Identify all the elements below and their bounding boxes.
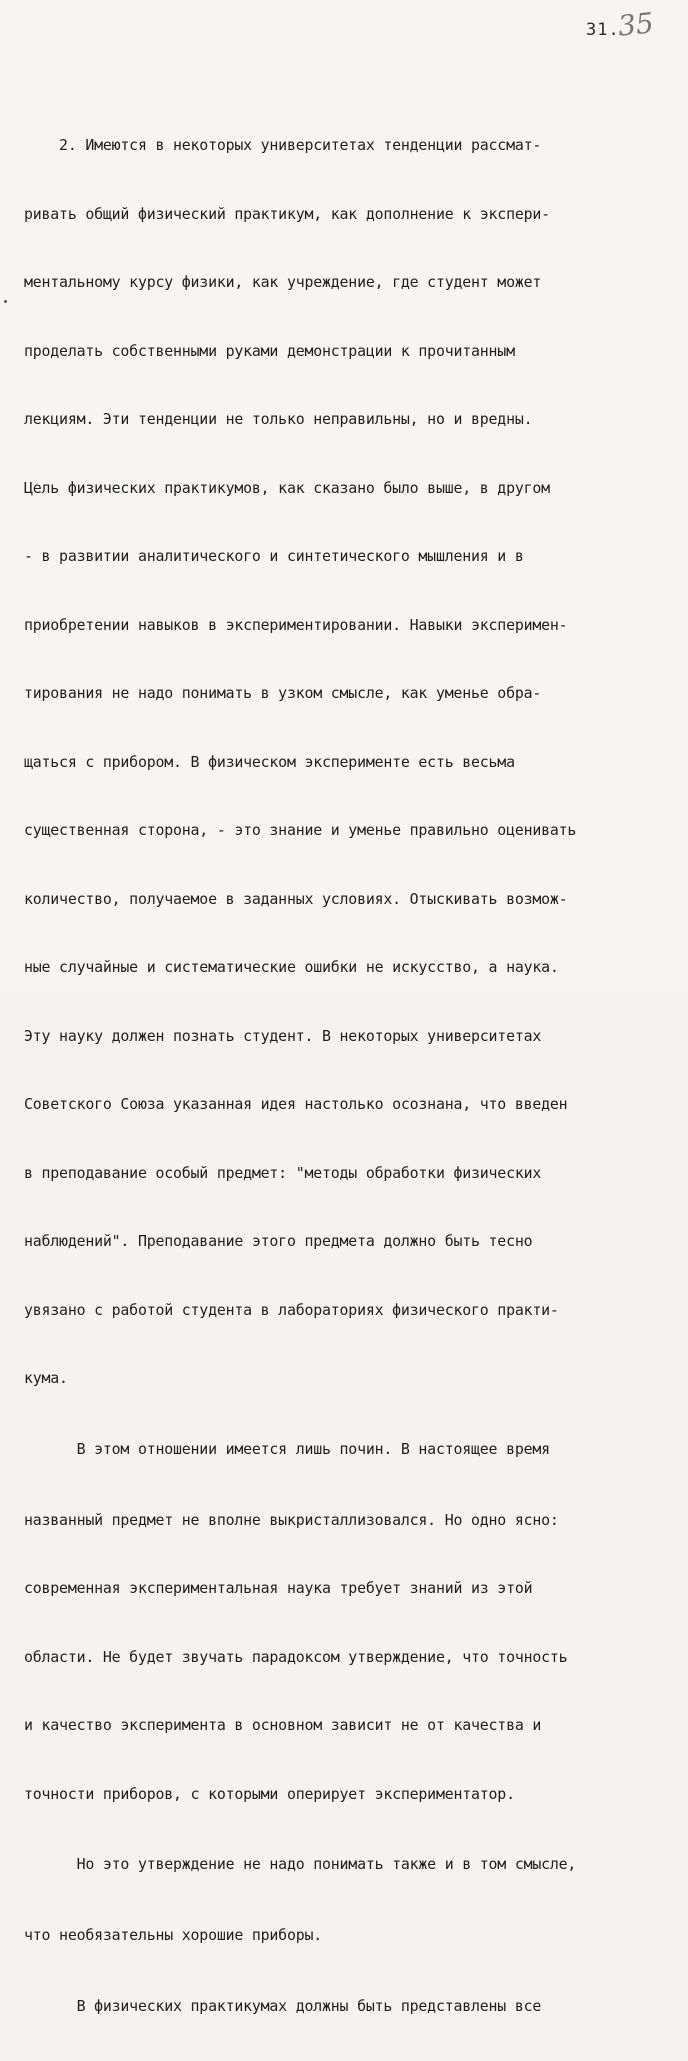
text-line: лекциям. Эти тенденции не только неправильны, но и вредны.: [24, 410, 533, 428]
document-body: [24, 93, 688, 2061]
text-line: тирования не надо понимать в узком смысле, как уменье обра-: [24, 684, 542, 702]
text-line: в преподавание особый предмет: "методы обработки физических: [24, 1163, 542, 1182]
text-line: В этом отношении имеется лишь почин. В настоящее время: [24, 1439, 550, 1458]
text-line: области. Не будет звучать парадоксом утверждение, что точность: [24, 1647, 568, 1666]
scan-artifact: [4, 300, 7, 303]
text-line: проделать собственными руками демонстрации к прочитанным: [24, 341, 515, 360]
text-line: ментальному курсу физики, как учреждение, где студент может: [24, 273, 542, 291]
text-line: Эту науку должен познать студент. В некоторых университетах: [24, 1026, 542, 1045]
text-line: 2. Имеются в некоторых университетах тенденции рассмат-: [24, 136, 542, 154]
handwritten-page-number: 35: [616, 6, 656, 43]
text-line: Но это утверждение не надо понимать также и в том смысле,: [24, 1855, 577, 1873]
text-line: В физических практикумах должны быть представлены все: [24, 1996, 542, 2015]
text-line: количество, получаемое в заданных условиях. Отыскивать возмож-: [24, 889, 568, 908]
text-line: наблюдений". Преподавание этого предмета должно быть тесно: [24, 1232, 533, 1250]
text-line: точности приборов, с которыми оперирует экспериментатор.: [24, 1784, 515, 1803]
text-line: современная экспериментальная наука требует знаний из этой: [24, 1579, 533, 1597]
text-line: увязано с работой студента в лабораториях физического практи-: [24, 1300, 559, 1319]
text-line: что необязательны хорошие приборы.: [24, 1926, 323, 1944]
text-line: кума.: [24, 1369, 68, 1387]
text-line: щаться с прибором. В физическом эксперименте есть весьма: [24, 752, 515, 771]
text-line: приобретении навыков в экспериментировании. Навыки эксперимен-: [24, 615, 568, 634]
text-line: ные случайные и систематические ошибки не искусство, а наука.: [24, 958, 559, 976]
text-line: Цель физических практикумов, как сказано было выше, в другом: [24, 478, 550, 497]
text-line: ривать общий физический практикум, как дополнение к экспери-: [24, 204, 550, 223]
text-line: существенная сторона, - это знание и уменье правильно оценивать: [24, 821, 577, 839]
text-line: и качество эксперимента в основном зависит не от качества и: [24, 1716, 542, 1734]
text-line: - в развитии аналитического и синтетического мышления и в: [24, 547, 524, 565]
text-line: Советского Союза указанная идея настолько осознана, что введен: [24, 1095, 568, 1113]
page-number: 31.: [586, 20, 620, 40]
text-line: названный предмет не вполне выкристаллизовался. Но одно ясно:: [24, 1510, 559, 1529]
